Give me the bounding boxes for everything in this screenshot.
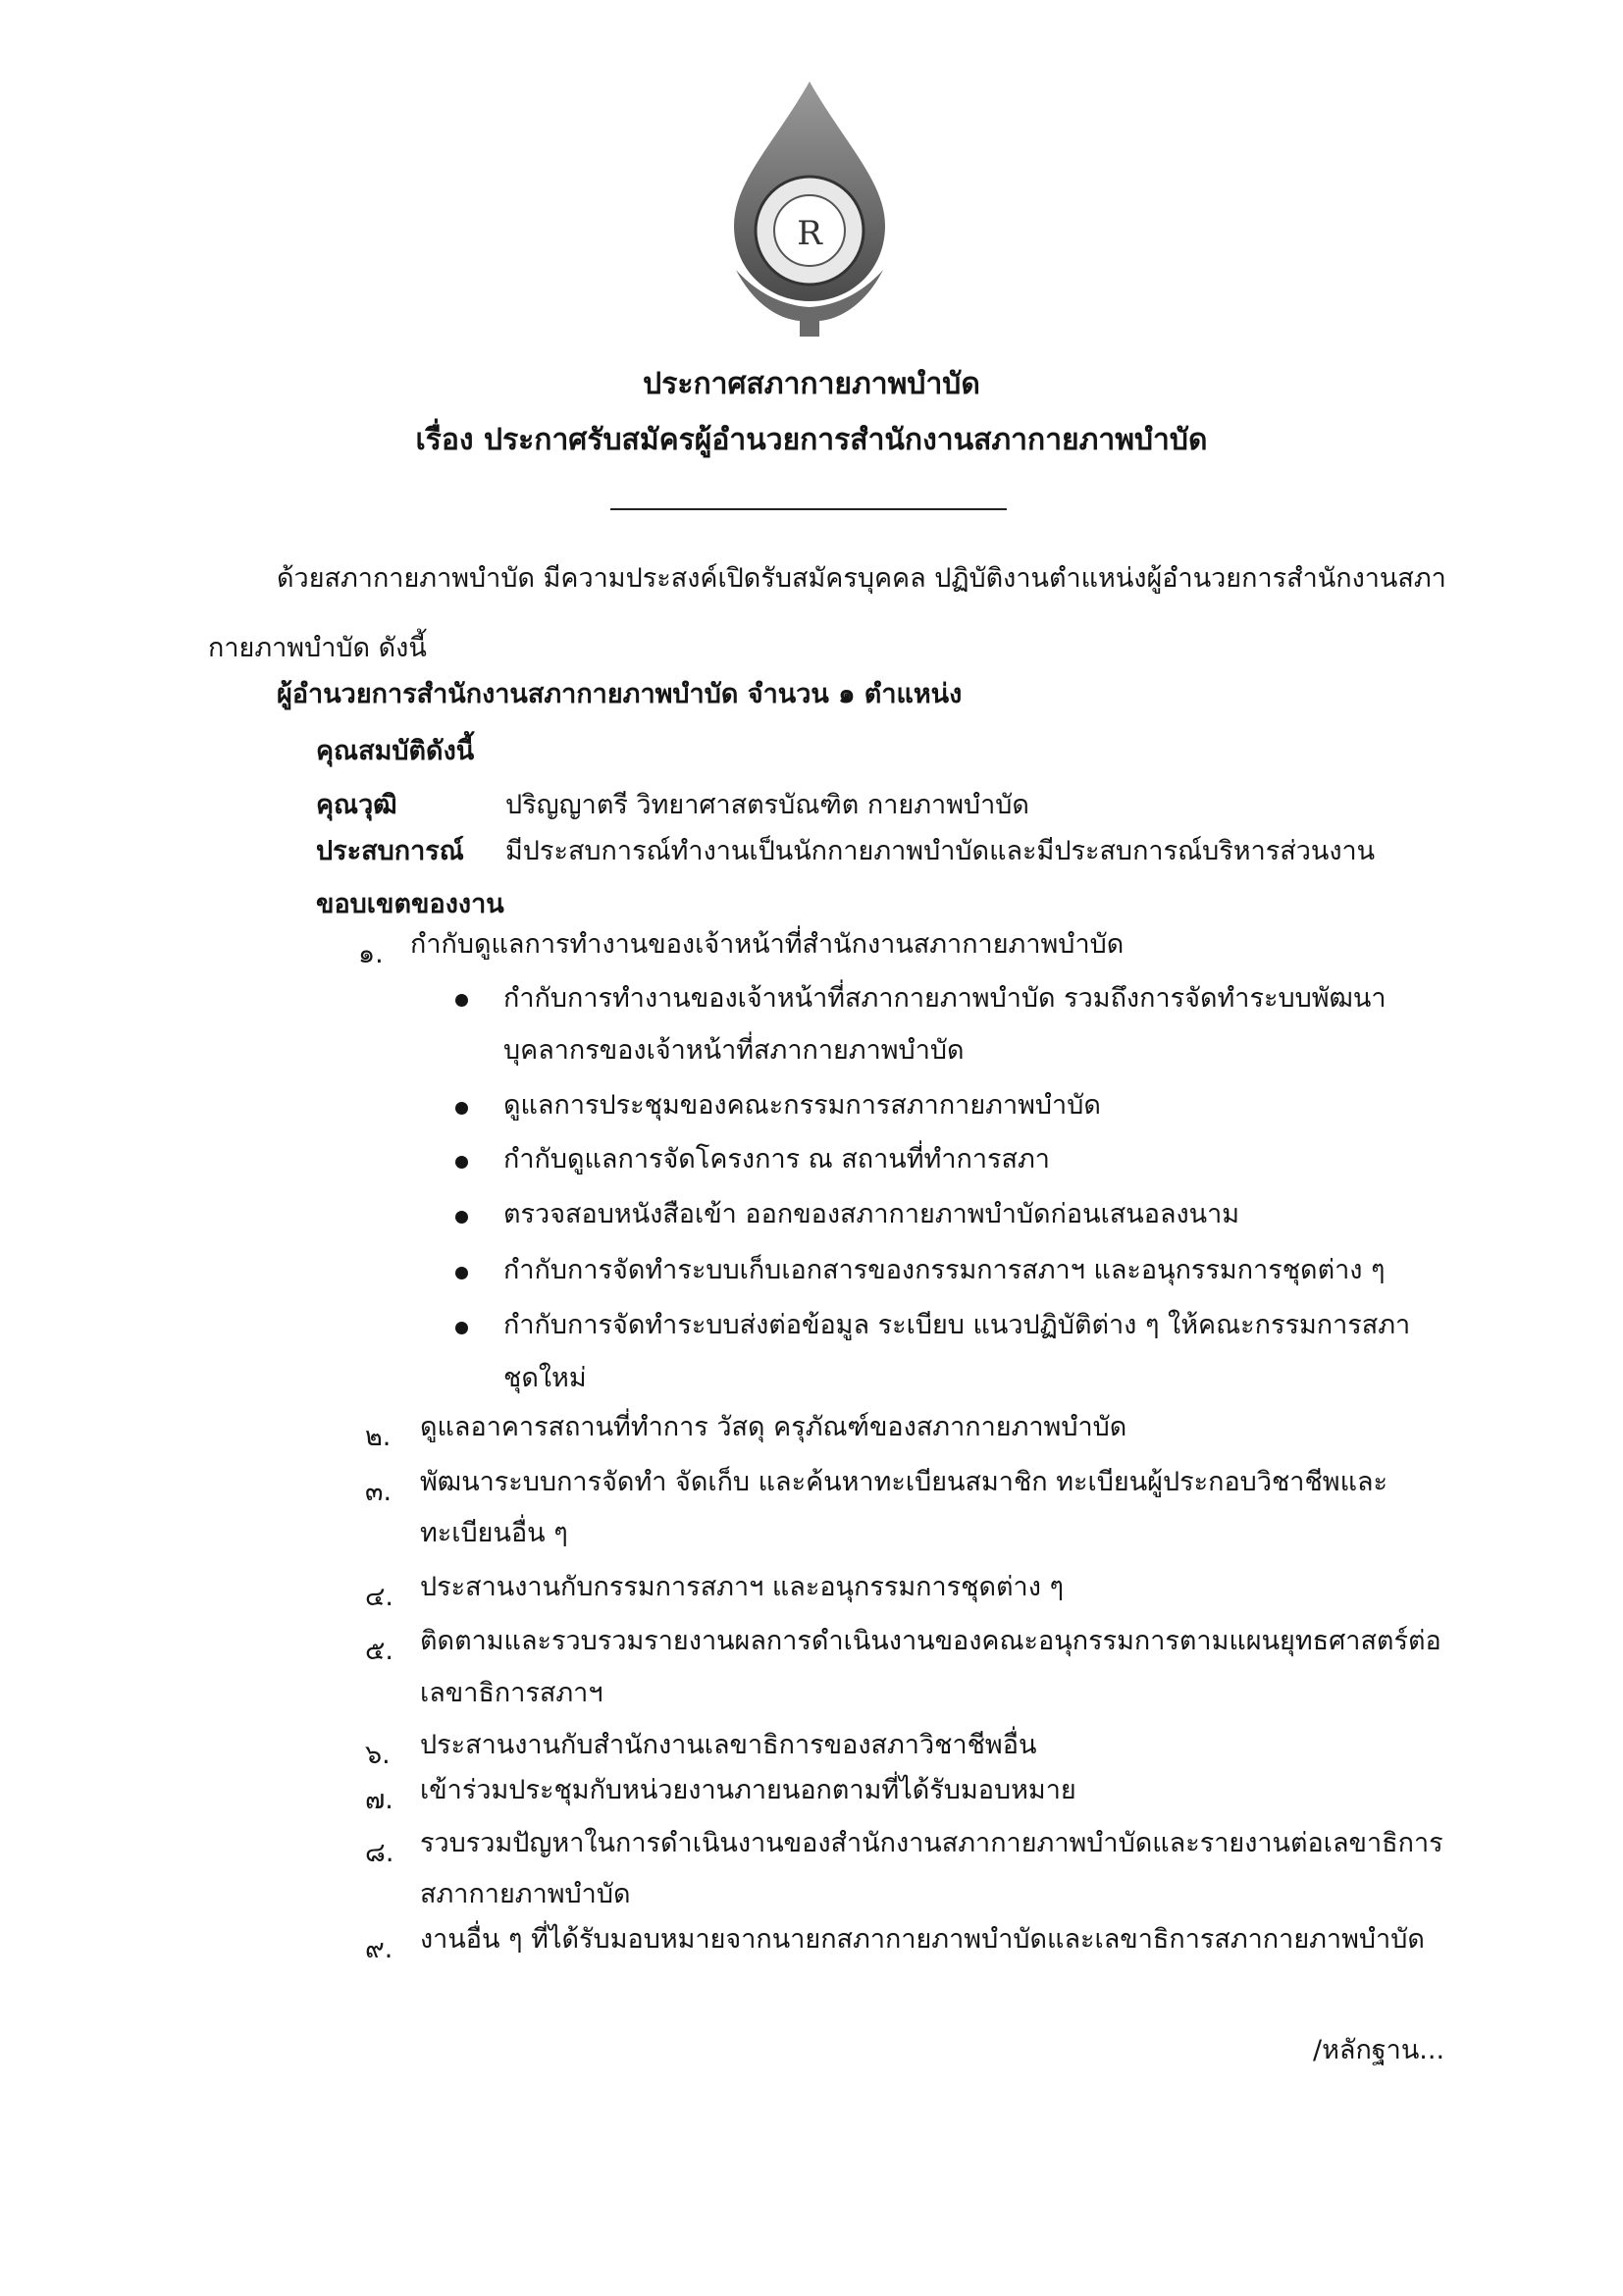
scope-item-text: พัฒนาระบบการจัดทำ จัดเก็บ และค้นหาทะเบียนสมาชิก ทะเบียนผู้ประกอบวิชาชีพและ — [420, 1467, 1388, 1497]
scope-item-text: ทะเบียนอื่น ๆ — [420, 1518, 568, 1548]
scope-item-text: สภากายภาพบำบัด — [420, 1879, 631, 1909]
scope-item-number: ๙. — [365, 1934, 393, 1964]
qualifications-heading: คุณสมบัติดังนี้ — [316, 736, 475, 766]
scope-item-number: ๒. — [365, 1422, 392, 1452]
sub-item-text: ชุดใหม่ — [503, 1363, 587, 1393]
scope-item-number: ๖. — [365, 1740, 391, 1770]
announcement-subject: เรื่อง ประกาศรับสมัครผู้อำนวยการสำนักงานสภากายภาพบำบัด — [415, 423, 1208, 457]
education-value: ปริญญาตรี วิทยาศาสตรบัณฑิต กายภาพบำบัด — [505, 790, 1029, 820]
scope-item-text: เข้าร่วมประชุมกับหน่วยงานภายนอกตามที่ได้รับมอบหมาย — [420, 1775, 1076, 1805]
scope-item-number: ๑. — [358, 939, 384, 969]
scope-item-number: ๗. — [365, 1785, 393, 1815]
bullet-icon — [455, 1322, 468, 1334]
scope-item-text: รวบรวมปัญหาในการดำเนินงานของสำนักงานสภากายภาพบำบัดและรายงานต่อเลขาธิการ — [420, 1828, 1443, 1858]
continuation-note: /หลักฐาน... — [1313, 2035, 1445, 2065]
scope-item-number: ๕. — [365, 1636, 394, 1666]
experience-label: ประสบการณ์ — [316, 836, 464, 866]
scope-item-number: ๓. — [365, 1477, 393, 1507]
sub-item-text: บุคลากรของเจ้าหน้าที่สภากายภาพบำบัด — [503, 1035, 965, 1066]
seal-monogram: R — [797, 214, 822, 253]
sub-item-text: กำกับการทำงานของเจ้าหน้าที่สภากายภาพบำบัด รวมถึงการจัดทำระบบพัฒนา — [503, 983, 1387, 1014]
sub-item-text: กำกับการจัดทำระบบส่งต่อข้อมูล ระเบียบ แนวปฏิบัติต่าง ๆ ให้คณะกรรมการสภา — [503, 1310, 1411, 1340]
title-divider — [610, 508, 1007, 510]
sub-item-text: กำกับดูแลการจัดโครงการ ณ สถานที่ทำการสภา — [503, 1144, 1050, 1174]
scope-item-text: เลขาธิการสภาฯ — [420, 1678, 603, 1708]
intro-line-1: ด้วยสภากายภาพบำบัด มีความประสงค์เปิดรับสมัครบุคคล ปฏิบัติงานตำแหน่งผู้อำนวยการสำนักงานสภา — [277, 563, 1446, 594]
bullet-icon — [455, 1156, 468, 1169]
bullet-icon — [455, 1102, 468, 1115]
scope-item-number: ๘. — [365, 1838, 394, 1868]
announcement-title: ประกาศสภากายภาพบำบัด — [643, 367, 980, 401]
position-title: ผู้อำนวยการสำนักงานสภากายภาพบำบัด จำนวน ๑ ตำแหน่ง — [277, 679, 963, 709]
sub-item-text: ดูแลการประชุมของคณะกรรมการสภากายภาพบำบัด — [503, 1090, 1101, 1121]
education-label: คุณวุฒิ — [316, 790, 397, 820]
council-logo — [716, 74, 903, 339]
experience-value: มีประสบการณ์ทำงานเป็นนักกายภาพบำบัดและมีประสบการณ์บริหารส่วนงาน — [505, 836, 1376, 866]
scope-item-text: ประสานงานกับสำนักงานเลขาธิการของสภาวิชาชีพอื่น — [420, 1730, 1037, 1760]
bullet-icon — [455, 994, 468, 1007]
scope-item-text: ประสานงานกับกรรมการสภาฯ และอนุกรรมการชุดต่าง ๆ — [420, 1572, 1064, 1602]
scope-item-number: ๔. — [365, 1582, 394, 1612]
scope-item-text: งานอื่น ๆ ที่ได้รับมอบหมายจากนายกสภากายภาพบำบัดและเลขาธิการสภากายภาพบำบัด — [420, 1924, 1425, 1955]
scope-item-text: ติดตามและรวบรวมรายงานผลการดำเนินงานของคณะอนุกรรมการตามแผนยุทธศาสตร์ต่อ — [420, 1626, 1441, 1656]
bullet-icon — [455, 1211, 468, 1224]
sub-item-text: ตรวจสอบหนังสือเข้า ออกของสภากายภาพบำบัดก่อนเสนอลงนาม — [503, 1199, 1240, 1229]
scope-heading: ขอบเขตของงาน — [316, 889, 504, 919]
bullet-icon — [455, 1267, 468, 1279]
sub-item-text: กำกับการจัดทำระบบเก็บเอกสารของกรรมการสภาฯ และอนุกรรมการชุดต่าง ๆ — [503, 1255, 1386, 1285]
scope-item-text: กำกับดูแลการทำงานของเจ้าหน้าที่สำนักงานสภากายภาพบำบัด — [410, 929, 1125, 960]
intro-line-2: กายภาพบำบัด ดังนี้ — [208, 633, 427, 663]
scope-item-text: ดูแลอาคารสถานที่ทำการ วัสดุ ครุภัณฑ์ของสภากายภาพบำบัด — [420, 1412, 1127, 1442]
